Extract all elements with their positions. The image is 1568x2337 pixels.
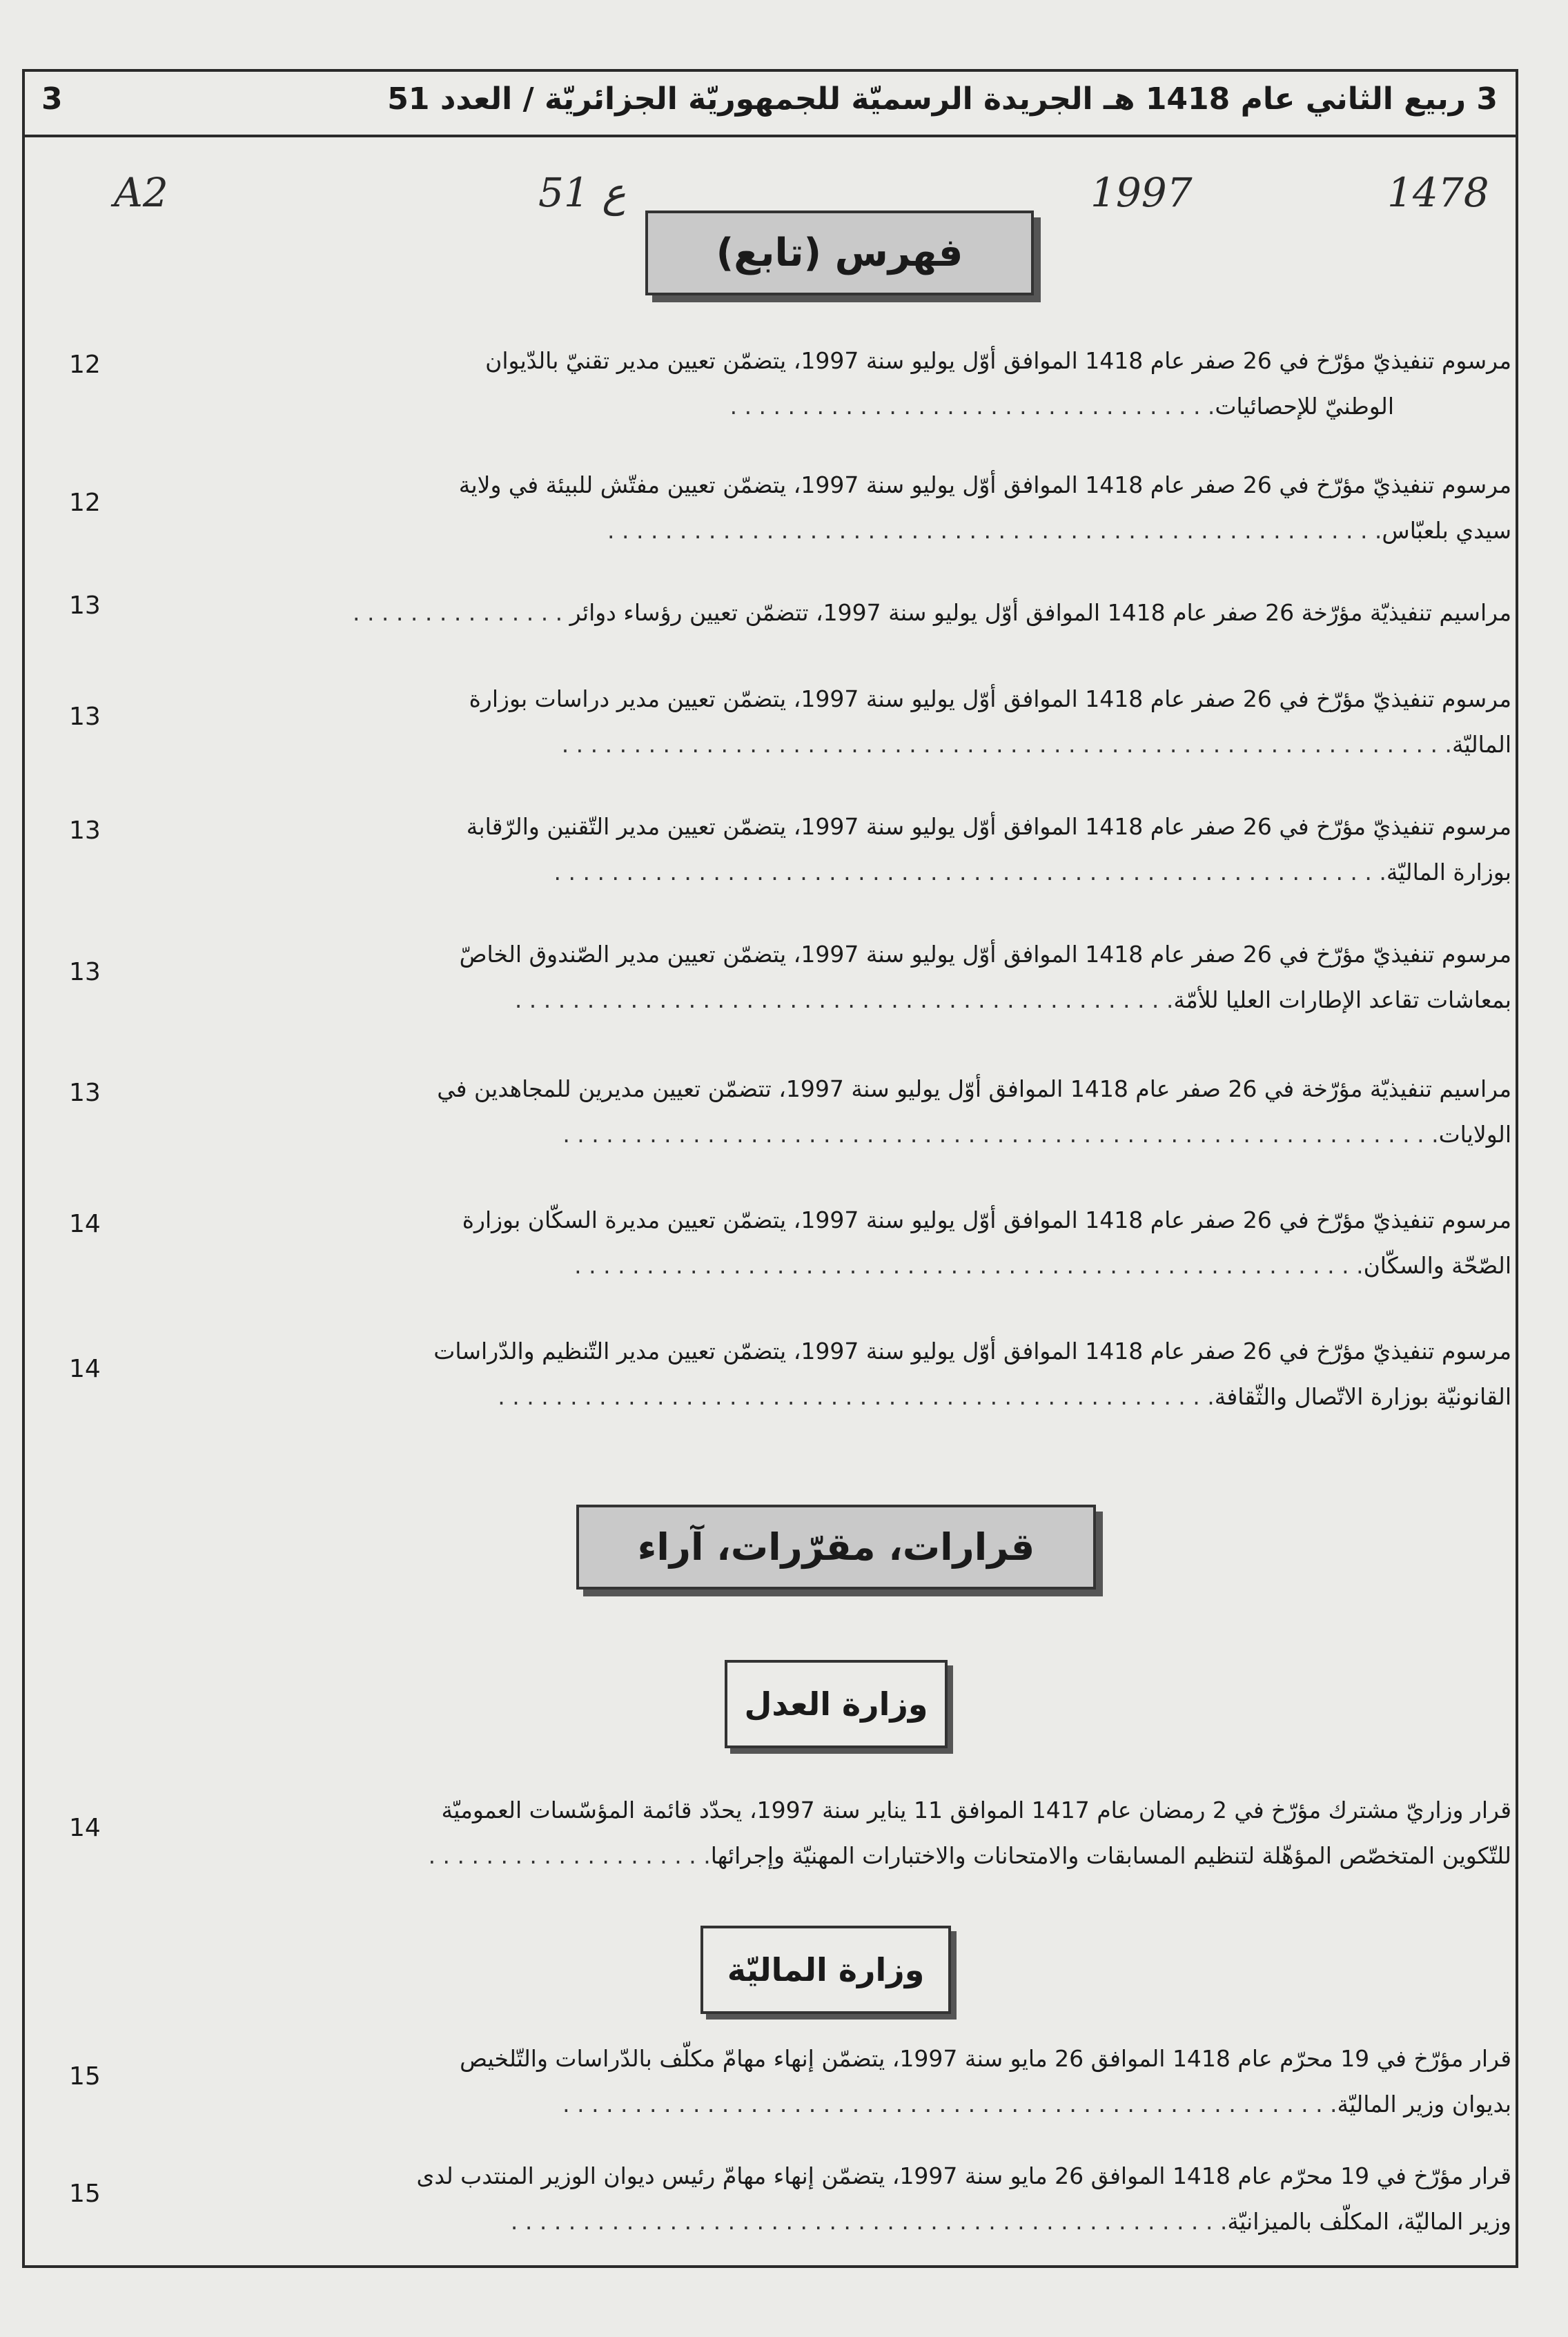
entry-page: 15 bbox=[69, 2062, 101, 2091]
header-title: 3 ربيع الثاني عام 1418 هـ الجريدة الرسميّة للجمهوريّة الجزائريّة / العدد 51 bbox=[387, 81, 1498, 117]
section-title: قرارات، مقرّرات، آراء bbox=[576, 1505, 1096, 1590]
ministry-finance-heading: وزارة الماليّة bbox=[700, 1926, 951, 2014]
entry-line1: قرار وزاريّ مشترك مؤرّخ في 2 رمضان عام 1417 الموافق 11 يناير سنة 1997، يحدّد قائمة المؤسّسات العموميّة bbox=[441, 1797, 1511, 1823]
handwritten-note-year: 1997 bbox=[1090, 169, 1193, 216]
index-title: فهرس (تابع) bbox=[645, 211, 1034, 295]
entry-page: 14 bbox=[69, 1814, 101, 1842]
decision-entry: قرار مؤرّخ في 19 محرّم عام 1418 الموافق 26 مايو سنة 1997، يتضمّن إنهاء مهامّ مكلّف بالدّراسات والتّلخيص بديوان وزير الماليّة. . . . . . . . . . . . . . . . . . . . . . . . . . . . . . . . . . . . . . . . . . . . . . . . . . . . . . 15 bbox=[69, 2045, 1511, 2118]
entry-line1: مرسوم تنفيذيّ مؤرّخ في 26 صفر عام 1418 الموافق أوّل يوليو سنة 1997، يتضمّن تعيين مدير الصّندوق الخاصّ bbox=[459, 941, 1511, 968]
entry-line2: سيدي بلعبّاس bbox=[1382, 517, 1511, 544]
entry-line2: للتّكوين المتخصّص المؤهّلة لتنظيم المسابقات والامتحانات والاختبارات المهنيّة وإجرائها bbox=[710, 1842, 1511, 1869]
index-entry: مرسوم تنفيذيّ مؤرّخ في 26 صفر عام 1418 الموافق أوّل يوليو سنة 1997، يتضمّن تعيين مدير دراسات بوزارة الماليّة. . . . . . . . . . . . . . . . . . . . . . . . . . . . . . . . . . . . . . . . . . . . . . . . . . . . . . . . . . . . . . 13 bbox=[69, 685, 1511, 758]
decision-entry: قرار وزاريّ مشترك مؤرّخ في 2 رمضان عام 1417 الموافق 11 يناير سنة 1997، يحدّد قائمة المؤسّسات العموميّة للتّكوين المتخصّص المؤهّلة لتنظيم المسابقات والامتحانات والاختبارات المهنيّة وإجرائها. . . . . . . . . . . . . . . . . . . . 14 bbox=[69, 1797, 1511, 1869]
page-header bbox=[41, 81, 1498, 130]
entry-page: 12 bbox=[69, 489, 101, 517]
entry-page: 13 bbox=[69, 1079, 101, 1107]
entry-line2: القانونيّة بوزارة الاتّصال والثّقافة bbox=[1214, 1383, 1511, 1410]
entry-page: 12 bbox=[69, 351, 101, 379]
index-entry: مرسوم تنفيذيّ مؤرّخ في 26 صفر عام 1418 الموافق أوّل يوليو سنة 1997، يتضمّن تعيين مدير الصّندوق الخاصّ بمعاشات تقاعد الإطارات العليا للأمّة. . . . . . . . . . . . . . . . . . . . . . . . . . . . . . . . . . . . . . . . . . . . . . 13 bbox=[69, 941, 1511, 1013]
handwritten-note-issue: ع 51 bbox=[538, 169, 626, 216]
entry-line2: بديوان وزير الماليّة bbox=[1337, 2091, 1511, 2118]
index-entry: مرسوم تنفيذيّ مؤرّخ في 26 صفر عام 1418 الموافق أوّل يوليو سنة 1997، يتضمّن تعيين مدير التّقنين والرّقابة بوزارة الماليّة. . . . . . . . . . . . . . . . . . . . . . . . . . . . . . . . . . . . . . . . . . . . . . . . . . . . . . . . . . 13 bbox=[55, 804, 1511, 895]
index-entry: مرسوم تنفيذيّ مؤرّخ في 26 صفر عام 1418 الموافق أوّل يوليو سنة 1997، يتضمّن تعيين مديرة السكّان بوزارة الصّحّة والسكّان. . . . . . . . . . . . . . . . . . . . . . . . . . . . . . . . . . . . . . . . . . . . . . . . . . . . . . . 14 bbox=[55, 1197, 1511, 1289]
entry-line1: مرسوم تنفيذيّ مؤرّخ في 26 صفر عام 1418 الموافق أوّل يوليو سنة 1997، يتضمّن تعيين مدير التّنظيم والدّراسات bbox=[433, 1338, 1511, 1365]
entry-line1: مرسوم تنفيذيّ مؤرّخ في 26 صفر عام 1418 الموافق أوّل يوليو سنة 1997، يتضمّن تعيين مدير التّقنين والرّقابة bbox=[466, 813, 1511, 840]
index-entry: مرسوم تنفيذيّ مؤرّخ في 26 صفر عام 1418 الموافق أوّل يوليو سنة 1997، يتضمّن تعيين مدير التّنظيم والدّراسات القانونيّة بوزارة الاتّصال والثّقافة. . . . . . . . . . . . . . . . . . . . . . . . . . . . . . . . . . . . . . . . . . . . . . . . . . 14 bbox=[69, 1338, 1511, 1410]
entry-line1: مراسيم تنفيذيّة مؤرّخة في 26 صفر عام 1418 الموافق أوّل يوليو سنة 1997، تتضمّن تعيين مديرين للمجاهدين في bbox=[437, 1075, 1511, 1102]
entry-line2: الولايات bbox=[1438, 1121, 1511, 1148]
entry-line1: مراسيم تنفيذيّة مؤرّخة 26 صفر عام 1418 الموافق أوّل يوليو سنة 1997، تتضمّن تعيين رؤساء دوائر bbox=[569, 599, 1511, 626]
handwritten-note-left: A2 bbox=[114, 169, 168, 216]
decision-entry: قرار مؤرّخ في 19 محرّم عام 1418 الموافق 26 مايو سنة 1997، يتضمّن إنهاء مهامّ رئيس ديوان الوزير المنتدب لدى وزير الماليّة، المكلّف بالميزانيّة. . . . . . . . . . . . . . . . . . . . . . . . . . . . . . . . . . . . . . . . . . . . . . . . . . 15 bbox=[69, 2162, 1511, 2235]
entry-line1: مرسوم تنفيذيّ مؤرّخ في 26 صفر عام 1418 الموافق أوّل يوليو سنة 1997، يتضمّن تعيين مدير دراسات بوزارة bbox=[469, 685, 1511, 712]
entry-page: 13 bbox=[69, 703, 101, 731]
index-entry: مراسيم تنفيذيّة مؤرّخة 26 صفر عام 1418 الموافق أوّل يوليو سنة 1997، تتضمّن تعيين رؤساء دوائر . . . . . . . . . . . . . . . 13 bbox=[55, 590, 1511, 636]
ministry-justice-heading: وزارة العدل bbox=[725, 1660, 948, 1748]
entry-line2: بمعاشات تقاعد الإطارات العليا للأمّة bbox=[1173, 986, 1511, 1013]
index-entry: مراسيم تنفيذيّة مؤرّخة في 26 صفر عام 1418 الموافق أوّل يوليو سنة 1997، تتضمّن تعيين مديرين للمجاهدين في الولايات. . . . . . . . . . . . . . . . . . . . . . . . . . . . . . . . . . . . . . . . . . . . . . . . . . . . . . . . . . . . . 13 bbox=[55, 1066, 1511, 1157]
entry-line1: قرار مؤرّخ في 19 محرّم عام 1418 الموافق 26 مايو سنة 1997، يتضمّن إنهاء مهامّ مكلّف بالدّراسات والتّلخيص bbox=[460, 2045, 1511, 2072]
index-entry: مرسوم تنفيذيّ مؤرّخ في 26 صفر عام 1418 الموافق أوّل يوليو سنة 1997، يتضمّن تعيين مفتّش للبيئة في ولاية سيدي بلعبّاس. . . . . . . . . . . . . . . . . . . . . . . . . . . . . . . . . . . . . . . . . . . . . . . . . . . . . . 12 bbox=[69, 471, 1511, 544]
page-number: 3 bbox=[41, 81, 63, 117]
entry-line1: قرار مؤرّخ في 19 محرّم عام 1418 الموافق 26 مايو سنة 1997، يتضمّن إنهاء مهامّ رئيس ديوان الوزير المنتدب لدى bbox=[416, 2162, 1511, 2189]
entry-line2: الصّحّة والسكّان bbox=[1363, 1252, 1511, 1279]
entry-page: 15 bbox=[69, 2180, 101, 2208]
entry-page: 13 bbox=[69, 591, 101, 620]
handwritten-note-number: 1478 bbox=[1387, 169, 1489, 216]
entry-line1: مرسوم تنفيذيّ مؤرّخ في 26 صفر عام 1418 الموافق أوّل يوليو سنة 1997، يتضمّن تعيين مفتّش للبيئة في ولاية bbox=[458, 471, 1511, 498]
entry-line2: وزير الماليّة، المكلّف بالميزانيّة bbox=[1227, 2208, 1511, 2235]
entry-line2: الماليّة bbox=[1451, 731, 1511, 758]
entry-line2: بوزارة الماليّة bbox=[1386, 859, 1511, 886]
index-entry: مرسوم تنفيذيّ مؤرّخ في 26 صفر عام 1418 الموافق أوّل يوليو سنة 1997، يتضمّن تعيين مدير تقنيّ بالدّيوان الوطنيّ للإحصائيات. . . . . . . . . . . . . . . . . . . . . . . . . . . . . . . . . . 12 bbox=[55, 338, 1511, 429]
entry-line1: مرسوم تنفيذيّ مؤرّخ في 26 صفر عام 1418 الموافق أوّل يوليو سنة 1997، يتضمّن تعيين مدير تقنيّ بالدّيوان bbox=[485, 347, 1511, 374]
entry-line2: الوطنيّ للإحصائيات bbox=[1215, 393, 1394, 420]
entry-page: 13 bbox=[69, 958, 101, 986]
header-rule bbox=[22, 135, 1518, 137]
entry-page: 14 bbox=[69, 1355, 101, 1383]
entry-line1: مرسوم تنفيذيّ مؤرّخ في 26 صفر عام 1418 الموافق أوّل يوليو سنة 1997، يتضمّن تعيين مديرة السكّان بوزارة bbox=[462, 1206, 1511, 1233]
entry-page: 14 bbox=[69, 1210, 101, 1238]
entry-page: 13 bbox=[69, 817, 101, 845]
